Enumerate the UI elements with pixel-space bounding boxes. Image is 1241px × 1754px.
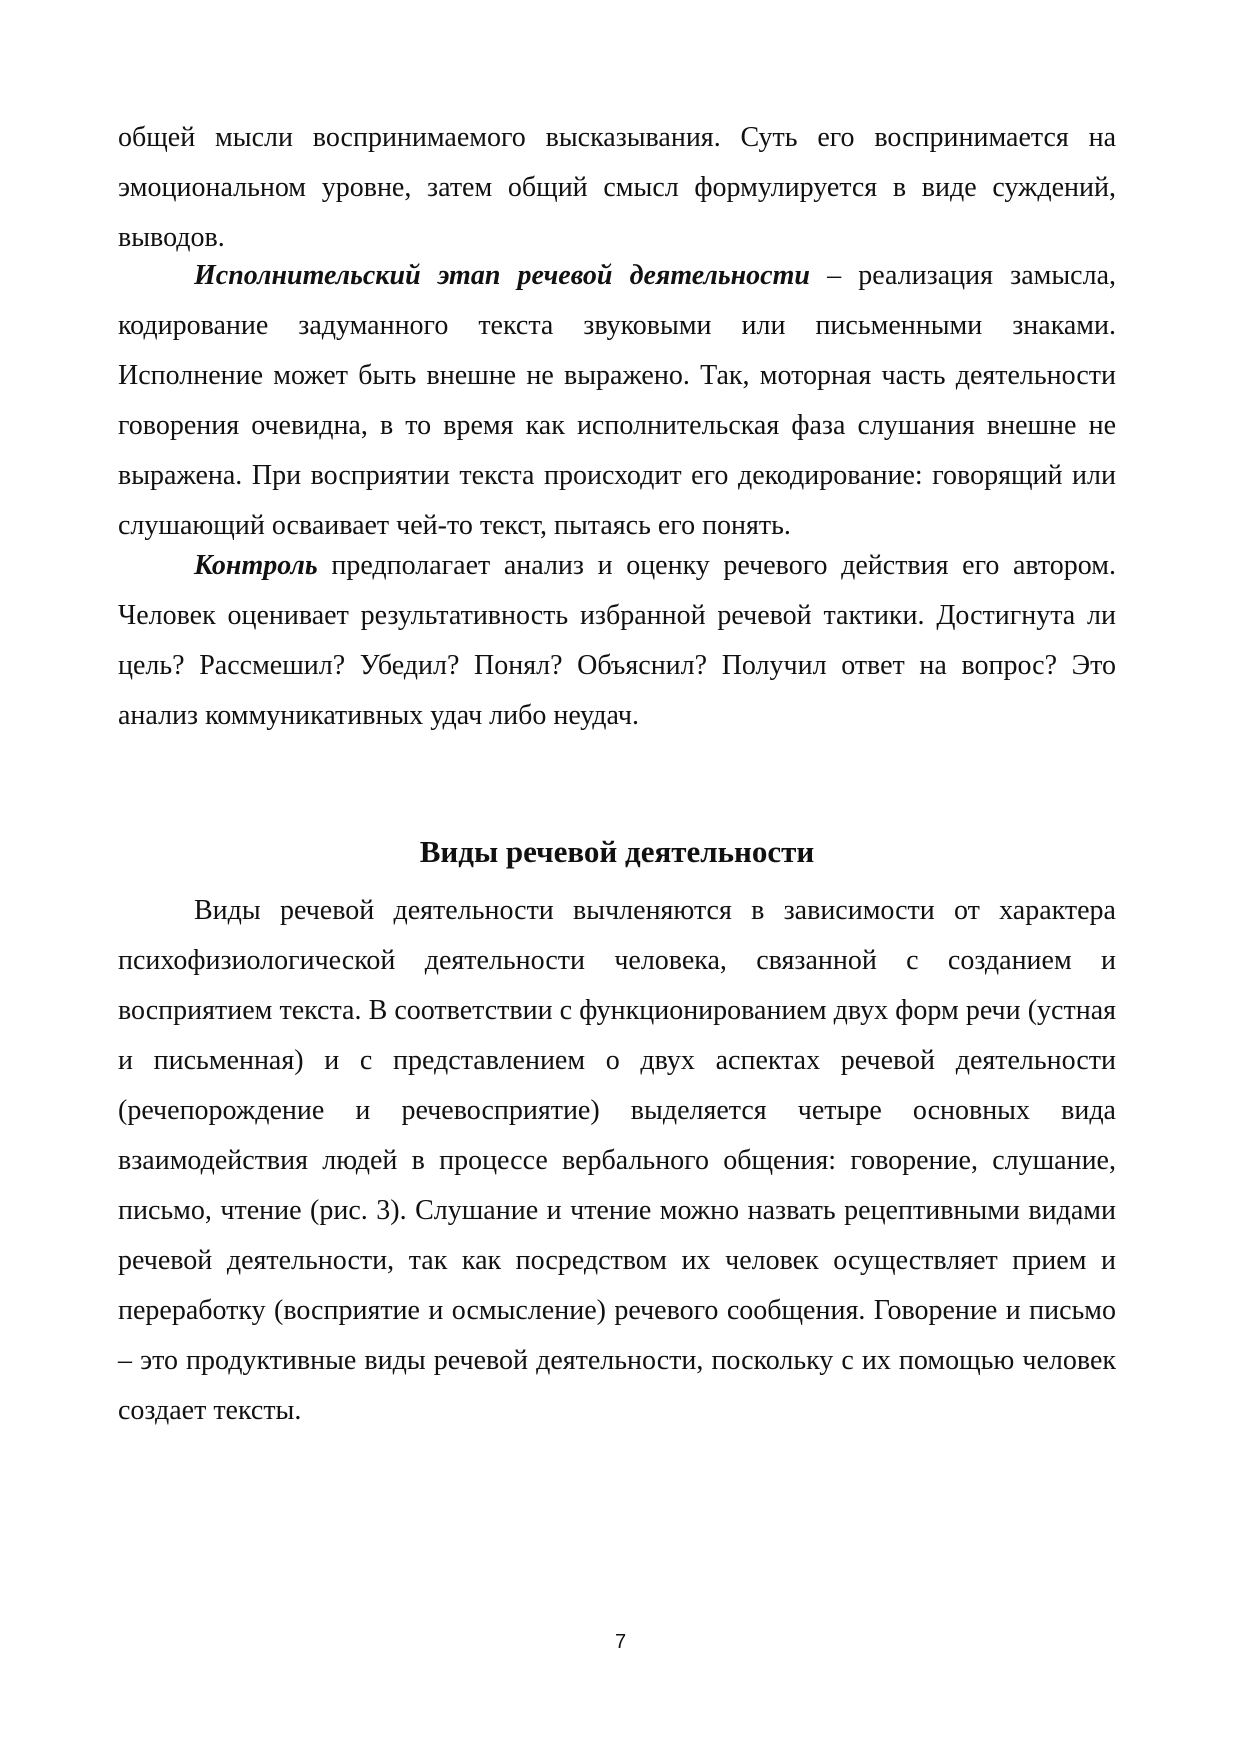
paragraph-execution-text: – реализация замысла, кодирование задуманного текста звуковыми или письменными знаками. Исполнение может быть внешне не выражено. Так, моторная часть деятельности говорения очевидна, в то время как исполнительская фаза слушания внешне не выражена. При восприятии текста происходит его декодирование: говорящий или слушающий осваивает чей-то текст, пытаясь его понять.: [118, 260, 1116, 541]
section-heading: Виды речевой деятельности: [419, 834, 815, 869]
paragraph-continuation: общей мысли воспринимаемого высказывания. Суть его воспринимается на эмоциональном уровне, затем общий смысл формулируется в виде суждений, выводов.: [118, 122, 1116, 253]
paragraph-control-text: предполагает анализ и оценку речевого действия его автором. Человек оценивает результативность избранной речевой тактики. Достигнута ли цель? Рассмешил? Убедил? Понял? Объяснил? Получил ответ на вопрос? Это анализ коммуникативных удач либо неудач.: [118, 550, 1116, 731]
page-number: 7: [614, 1631, 627, 1653]
paragraph-speech-types: Виды речевой деятельности вычленяются в зависимости от характера психофизиологической деятельности человека, связанной с созданием и восприятием текста. В соответствии с функционированием двух форм речи (устная и письменная) и с представлением о двух аспектах речевой деятельности (речепорождение и речевосприятие) выделяется четыре основных вида взаимодействия людей в процессе вербального общения: говорение, слушание, письмо, чтение (рис. 3). Слушание и чтение можно назвать рецептивными видами речевой деятельности, так как посредством их человек осуществляет прием и переработку (восприятие и осмысление) речевого сообщения. Говорение и письмо – это продуктивные виды речевой деятельности, поскольку с их помощью человек создает тексты.: [118, 895, 1116, 1426]
term-control: Контроль: [194, 550, 318, 581]
paragraph-control: [118, 541, 1116, 741]
term-execution-stage: Исполнительский этап речевой деятельности: [194, 260, 810, 291]
paragraph-execution-stage: [118, 251, 1116, 551]
